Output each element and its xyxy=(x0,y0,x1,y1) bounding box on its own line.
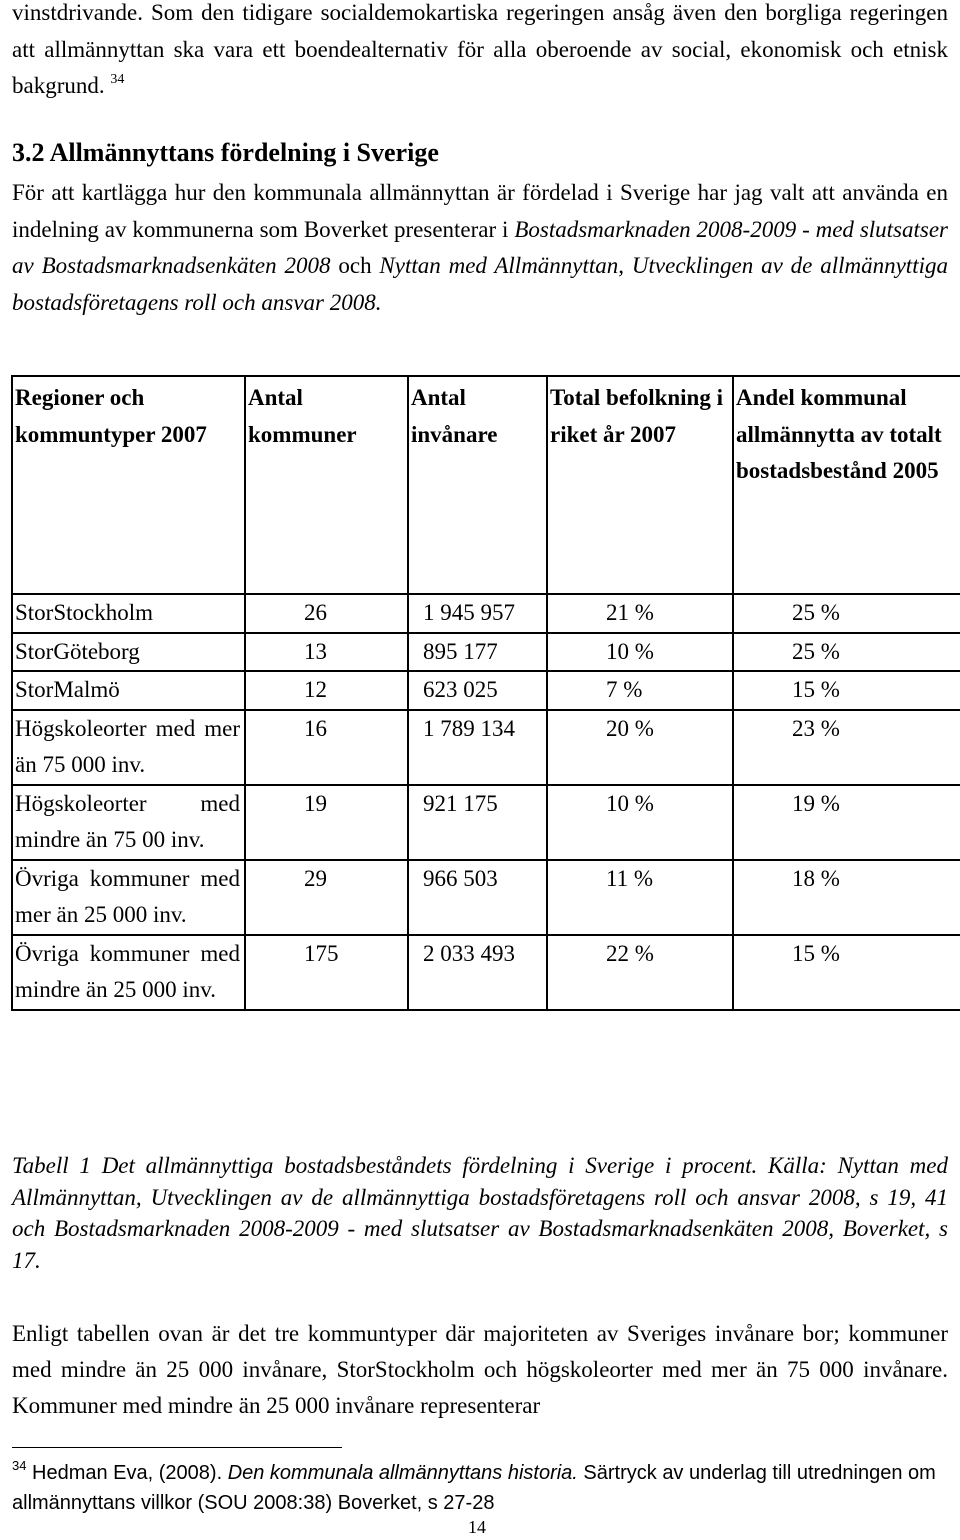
public-housing-share-cell: 25 % xyxy=(733,594,960,633)
section-paragraph xyxy=(12,175,948,321)
footnote-number: 34 xyxy=(12,1458,27,1473)
table-header-row xyxy=(12,376,960,594)
conclusion-paragraph: Enligt tabellen ovan är det tre kommuntyper där majoriteten av Sveriges invånare bor; kommuner med mindre än 25 000 invånare, StorStockholm och högskoleorter med mer än 75 000 invånare. Kommuner med mindre än 25 000 invånare representerar xyxy=(12,1321,948,1418)
source-title-nyttan: Nyttan med Allmännyttan, Utvecklingen av de allmännyttiga bostadsföretagens roll och ansvar 2008. xyxy=(12,253,948,315)
inhabitants-cell: 1 945 957 xyxy=(408,594,547,633)
municipality-count-cell: 175 xyxy=(245,935,408,1010)
table-row xyxy=(12,860,960,935)
footnote-title: Den kommunala allmännyttans historia. xyxy=(227,1462,578,1484)
municipality-count-cell: 16 xyxy=(245,710,408,785)
municipality-count-cell: 19 xyxy=(245,785,408,860)
population-share-cell: 11 % xyxy=(547,860,733,935)
public-housing-share-cell: 15 % xyxy=(733,671,960,710)
footnote-author: Hedman Eva, (2008). xyxy=(26,1462,228,1484)
public-housing-share-cell: 25 % xyxy=(733,633,960,672)
inhabitants-cell: 921 175 xyxy=(408,785,547,860)
source-title-bostadsmarknaden: Bostadsmarknaden 2008-2009 - med slutsatser av Bostadsmarknadsenkäten 2008 xyxy=(12,216,948,278)
municipality-count-cell: 12 xyxy=(245,671,408,710)
intro-text: vinstdrivande. Som den tidigare socialdemokartiska regeringen ansåg även den borgliga regeringen att allmännyttan ska vara ett boendealternativ för alla oberoende av social, ekonomisk och etnisk bakgrund. xyxy=(12,0,948,98)
population-share-cell: 22 % xyxy=(547,935,733,1010)
municipality-count-cell: 29 xyxy=(245,860,408,935)
population-share-cell: 10 % xyxy=(547,633,733,672)
table-row xyxy=(12,594,960,633)
footnote-rest: Särtryck av underlag till utredningen om allmännyttans villkor (SOU 2008:38) Boverket, s 27-28 xyxy=(12,1462,936,1514)
page-number: 14 xyxy=(468,1517,486,1537)
population-share-cell: 10 % xyxy=(547,785,733,860)
header-population-share: Total befolkning i riket år 2007 xyxy=(547,376,733,594)
region-cell: Övriga kommuner med mer än 25 000 inv. xyxy=(12,860,245,935)
region-cell: Övriga kommuner med mindre än 25 000 inv. xyxy=(12,935,245,1010)
public-housing-share-cell: 18 % xyxy=(733,860,960,935)
table-row xyxy=(12,935,960,1010)
table-row xyxy=(12,710,960,785)
municipality-count-cell: 13 xyxy=(245,633,408,672)
population-share-cell: 20 % xyxy=(547,710,733,785)
region-cell: Högskoleorter med mindre än 75 00 inv. xyxy=(12,785,245,860)
public-housing-share-cell: 19 % xyxy=(733,785,960,860)
distribution-table xyxy=(11,375,960,1011)
public-housing-share-cell: 15 % xyxy=(733,935,960,1010)
inhabitants-cell: 966 503 xyxy=(408,860,547,935)
table-caption: Tabell 1 Det allmännyttiga bostadsbeståndets fördelning i Sverige i procent. Källa: Nyttan med Allmännyttan, Utvecklingen av de allmännyttiga bostadsföretagens roll och ansvar 2008, s 19, 41 och Bostadsmarknaden 2008-2009 - med slutsatser av Bostadsmarknadsenkäten 2008, Boverket, s 17. xyxy=(12,1153,948,1273)
footnote xyxy=(12,1458,948,1518)
public-housing-share-cell: 23 % xyxy=(733,710,960,785)
section-heading: 3.2 Allmännyttans fördelning i Sverige xyxy=(12,138,439,167)
inhabitants-cell: 2 033 493 xyxy=(408,935,547,1010)
inhabitants-cell: 895 177 xyxy=(408,633,547,672)
footnote-separator xyxy=(12,1447,342,1448)
table-row xyxy=(12,633,960,672)
header-regions: Regioner och kommuntyper 2007 xyxy=(12,376,245,594)
inhabitants-cell: 623 025 xyxy=(408,671,547,710)
header-inhabitants: Antal invånare xyxy=(408,376,547,594)
footnote-reference[interactable]: 34 xyxy=(110,72,125,87)
header-municipality-count: Antal kommuner xyxy=(245,376,408,594)
section-text-a: För att kartlägga hur den kommunala allmännyttan är fördelad i Sverige har jag valt att använda en indelning av kommunerna som Boverket presenterar i xyxy=(12,180,948,242)
population-share-cell: 21 % xyxy=(547,594,733,633)
inhabitants-cell: 1 789 134 xyxy=(408,710,547,785)
municipality-count-cell: 26 xyxy=(245,594,408,633)
table-row xyxy=(12,785,960,860)
header-public-housing-share: Andel kommunal allmännytta av totalt bostadsbestånd 2005 xyxy=(733,376,960,594)
region-cell: Högskoleorter med mer än 75 000 inv. xyxy=(12,710,245,785)
region-cell: StorStockholm xyxy=(12,594,245,633)
region-cell: StorMalmö xyxy=(12,671,245,710)
region-cell: StorGöteborg xyxy=(12,633,245,672)
section-text-c: och xyxy=(330,253,380,278)
population-share-cell: 7 % xyxy=(547,671,733,710)
intro-paragraph xyxy=(12,0,948,105)
table-row xyxy=(12,671,960,710)
